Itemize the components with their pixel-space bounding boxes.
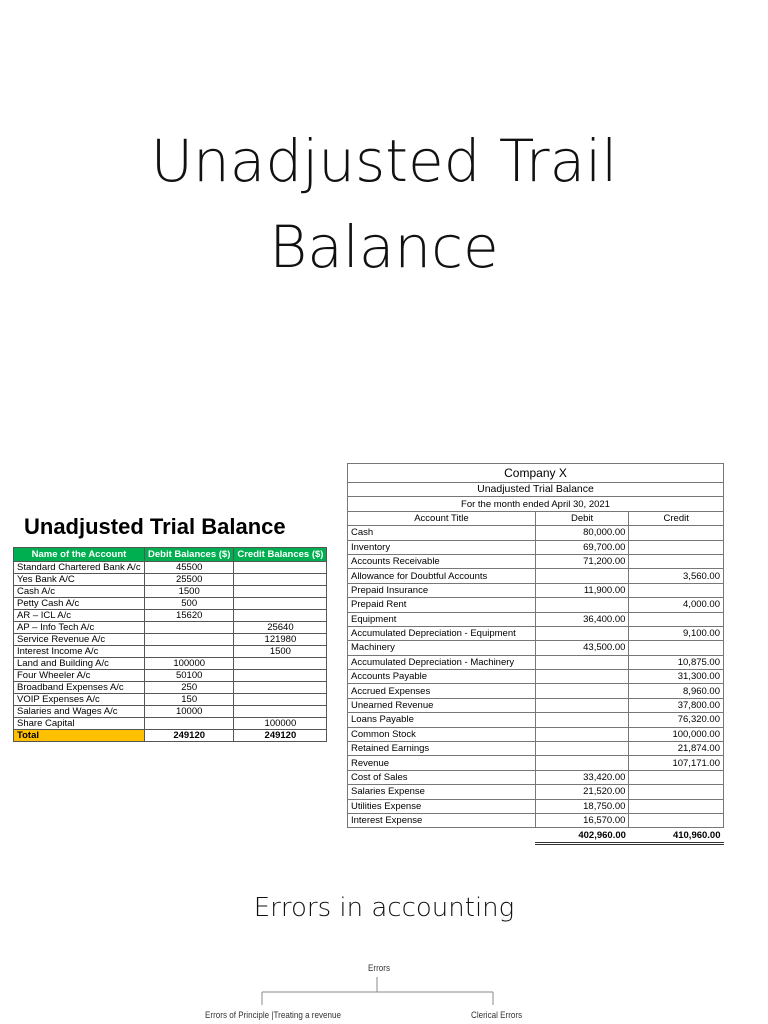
account-name-cell: Broadband Expenses A/c: [14, 682, 145, 694]
total-debit: 249120: [145, 730, 234, 742]
errors-heading: Errors in accounting: [253, 893, 515, 923]
debit-cell: [145, 634, 234, 646]
credit-cell: [234, 658, 327, 670]
table-row: [348, 598, 724, 612]
credit-cell: 10,875.00: [629, 655, 724, 669]
table-row: [348, 526, 724, 540]
table-row: [14, 658, 327, 670]
debit-cell: [535, 670, 629, 684]
account-title-cell: Loans Payable: [348, 713, 536, 727]
table-row: [348, 626, 724, 640]
credit-cell: [629, 799, 724, 813]
table-row: [348, 554, 724, 568]
account-title-cell: Salaries Expense: [348, 785, 536, 799]
account-title-cell: Common Stock: [348, 727, 536, 741]
left-table-header-row: [14, 548, 327, 562]
debit-cell: 16,570.00: [535, 813, 629, 827]
debit-cell: [535, 698, 629, 712]
table-row: [14, 670, 327, 682]
debit-cell: 69,700.00: [535, 540, 629, 554]
credit-cell: 25640: [234, 622, 327, 634]
account-title-cell: Accounts Payable: [348, 670, 536, 684]
table-row: [14, 718, 327, 730]
period-row: [348, 497, 724, 511]
debit-cell: [535, 756, 629, 770]
table-row: [14, 634, 327, 646]
debit-cell: 21,520.00: [535, 785, 629, 799]
table-row: [14, 598, 327, 610]
credit-cell: [234, 610, 327, 622]
debit-cell: 33,420.00: [535, 770, 629, 784]
debit-cell: 18,750.00: [535, 799, 629, 813]
account-name-cell: Share Capital: [14, 718, 145, 730]
debit-cell: [145, 646, 234, 658]
account-title-cell: Prepaid Insurance: [348, 583, 536, 597]
account-title-cell: Allowance for Doubtful Accounts: [348, 569, 536, 583]
account-title-cell: Inventory: [348, 540, 536, 554]
column-header: Credit Balances ($): [234, 548, 327, 562]
credit-cell: [234, 682, 327, 694]
table-row: [14, 622, 327, 634]
account-name-cell: Interest Income A/c: [14, 646, 145, 658]
table-row: [348, 742, 724, 756]
total-blank-cell: [348, 828, 536, 843]
column-header: Account Title: [348, 511, 536, 525]
debit-cell: 15620: [145, 610, 234, 622]
errors-diagram: [0, 955, 768, 1024]
debit-cell: 1500: [145, 586, 234, 598]
table-row: [14, 646, 327, 658]
credit-cell: [234, 670, 327, 682]
credit-cell: [234, 562, 327, 574]
table-row: [348, 756, 724, 770]
credit-cell: [234, 586, 327, 598]
account-title-cell: Utilities Expense: [348, 799, 536, 813]
errors-root-node: Errors: [368, 963, 390, 974]
account-title-cell: Accounts Receivable: [348, 554, 536, 568]
credit-cell: [629, 785, 724, 799]
account-name-cell: Yes Bank A/C: [14, 574, 145, 586]
errors-of-principle-node: Errors of Principle |Treating a revenue: [205, 1010, 341, 1021]
account-title-cell: Retained Earnings: [348, 742, 536, 756]
left-trial-balance-table: [13, 547, 327, 742]
credit-cell: [234, 598, 327, 610]
total-credit: 249120: [234, 730, 327, 742]
table-row: [348, 569, 724, 583]
table-row: [348, 641, 724, 655]
debit-cell: 80,000.00: [535, 526, 629, 540]
total-row: [348, 828, 724, 843]
account-name-cell: Service Revenue A/c: [14, 634, 145, 646]
account-title-cell: Accumulated Depreciation - Machinery: [348, 655, 536, 669]
column-header: Name of the Account: [14, 548, 145, 562]
debit-cell: 36,400.00: [535, 612, 629, 626]
account-name-cell: Four Wheeler A/c: [14, 670, 145, 682]
debit-cell: 50100: [145, 670, 234, 682]
total-label: Total: [14, 730, 145, 742]
account-name-cell: AR – ICL A/c: [14, 610, 145, 622]
account-title-cell: Accumulated Depreciation - Equipment: [348, 626, 536, 640]
debit-cell: 100000: [145, 658, 234, 670]
left-table-heading: Unadjusted Trial Balance: [24, 514, 286, 539]
table-row: [348, 655, 724, 669]
debit-cell: [145, 718, 234, 730]
credit-cell: 107,171.00: [629, 756, 724, 770]
debit-cell: 45500: [145, 562, 234, 574]
credit-cell: 100,000.00: [629, 727, 724, 741]
debit-cell: [535, 626, 629, 640]
table-period: For the month ended April 30, 2021: [348, 497, 724, 511]
credit-cell: [234, 706, 327, 718]
credit-cell: 4,000.00: [629, 598, 724, 612]
slide-title-line1: Unadjusted Trail: [150, 127, 618, 195]
credit-cell: 1500: [234, 646, 327, 658]
table-row: [348, 727, 724, 741]
account-name-cell: Standard Chartered Bank A/c: [14, 562, 145, 574]
credit-cell: 100000: [234, 718, 327, 730]
table-row: [348, 770, 724, 784]
account-name-cell: Land and Building A/c: [14, 658, 145, 670]
debit-cell: 43,500.00: [535, 641, 629, 655]
account-name-cell: Cash A/c: [14, 586, 145, 598]
debit-cell: [535, 569, 629, 583]
account-title-cell: Machinery: [348, 641, 536, 655]
credit-cell: [234, 694, 327, 706]
column-header: Credit: [629, 511, 724, 525]
debit-cell: [535, 684, 629, 698]
right-table-header-row: [348, 511, 724, 525]
slide-title: [0, 118, 768, 290]
credit-cell: [629, 770, 724, 784]
table-row: [14, 574, 327, 586]
right-trial-balance-table: [347, 463, 724, 845]
debit-cell: [535, 742, 629, 756]
table-subtitle: Unadjusted Trial Balance: [348, 483, 724, 497]
table-row: [348, 813, 724, 827]
account-title-cell: Prepaid Rent: [348, 598, 536, 612]
credit-cell: [629, 813, 724, 827]
debit-cell: 10000: [145, 706, 234, 718]
debit-cell: 25500: [145, 574, 234, 586]
credit-cell: 9,100.00: [629, 626, 724, 640]
table-row: [14, 610, 327, 622]
account-title-cell: Cost of Sales: [348, 770, 536, 784]
debit-cell: [535, 713, 629, 727]
credit-cell: 21,874.00: [629, 742, 724, 756]
account-title-cell: Cash: [348, 526, 536, 540]
table-row: [14, 694, 327, 706]
debit-cell: [535, 655, 629, 669]
table-row: [348, 684, 724, 698]
account-title-cell: Equipment: [348, 612, 536, 626]
table-row: [14, 562, 327, 574]
credit-cell: 121980: [234, 634, 327, 646]
credit-cell: 3,560.00: [629, 569, 724, 583]
table-row: [14, 586, 327, 598]
table-row: [348, 540, 724, 554]
table-row: [348, 670, 724, 684]
credit-cell: [629, 554, 724, 568]
table-row: [348, 612, 724, 626]
debit-cell: [145, 622, 234, 634]
total-debit: 402,960.00: [535, 828, 629, 843]
column-header: Debit: [535, 511, 629, 525]
credit-cell: [629, 641, 724, 655]
debit-cell: 250: [145, 682, 234, 694]
table-row: [348, 799, 724, 813]
company-name: Company X: [348, 464, 724, 483]
account-title-cell: Accrued Expenses: [348, 684, 536, 698]
table-row: [348, 713, 724, 727]
account-name-cell: VOIP Expenses A/c: [14, 694, 145, 706]
debit-cell: 150: [145, 694, 234, 706]
credit-cell: 8,960.00: [629, 684, 724, 698]
account-name-cell: AP – Info Tech A/c: [14, 622, 145, 634]
table-row: [348, 583, 724, 597]
clerical-errors-node: Clerical Errors: [471, 1010, 523, 1021]
account-title-cell: Revenue: [348, 756, 536, 770]
credit-cell: [629, 540, 724, 554]
debit-cell: 11,900.00: [535, 583, 629, 597]
credit-cell: 76,320.00: [629, 713, 724, 727]
credit-cell: [629, 612, 724, 626]
debit-cell: [535, 598, 629, 612]
column-header: Debit Balances ($): [145, 548, 234, 562]
subtitle-row: [348, 483, 724, 497]
debit-cell: 500: [145, 598, 234, 610]
total-credit: 410,960.00: [629, 828, 724, 843]
account-name-cell: Petty Cash A/c: [14, 598, 145, 610]
table-row: [14, 682, 327, 694]
credit-cell: [629, 526, 724, 540]
account-title-cell: Unearned Revenue: [348, 698, 536, 712]
credit-cell: [234, 574, 327, 586]
credit-cell: 31,300.00: [629, 670, 724, 684]
slide-title-line2: Balance: [269, 213, 499, 281]
table-row: [348, 785, 724, 799]
total-row: [14, 730, 327, 742]
account-name-cell: Salaries and Wages A/c: [14, 706, 145, 718]
table-row: [348, 698, 724, 712]
debit-cell: 71,200.00: [535, 554, 629, 568]
credit-cell: 37,800.00: [629, 698, 724, 712]
debit-cell: [535, 727, 629, 741]
credit-cell: [629, 583, 724, 597]
table-row: [14, 706, 327, 718]
account-title-cell: Interest Expense: [348, 813, 536, 827]
company-row: [348, 464, 724, 483]
